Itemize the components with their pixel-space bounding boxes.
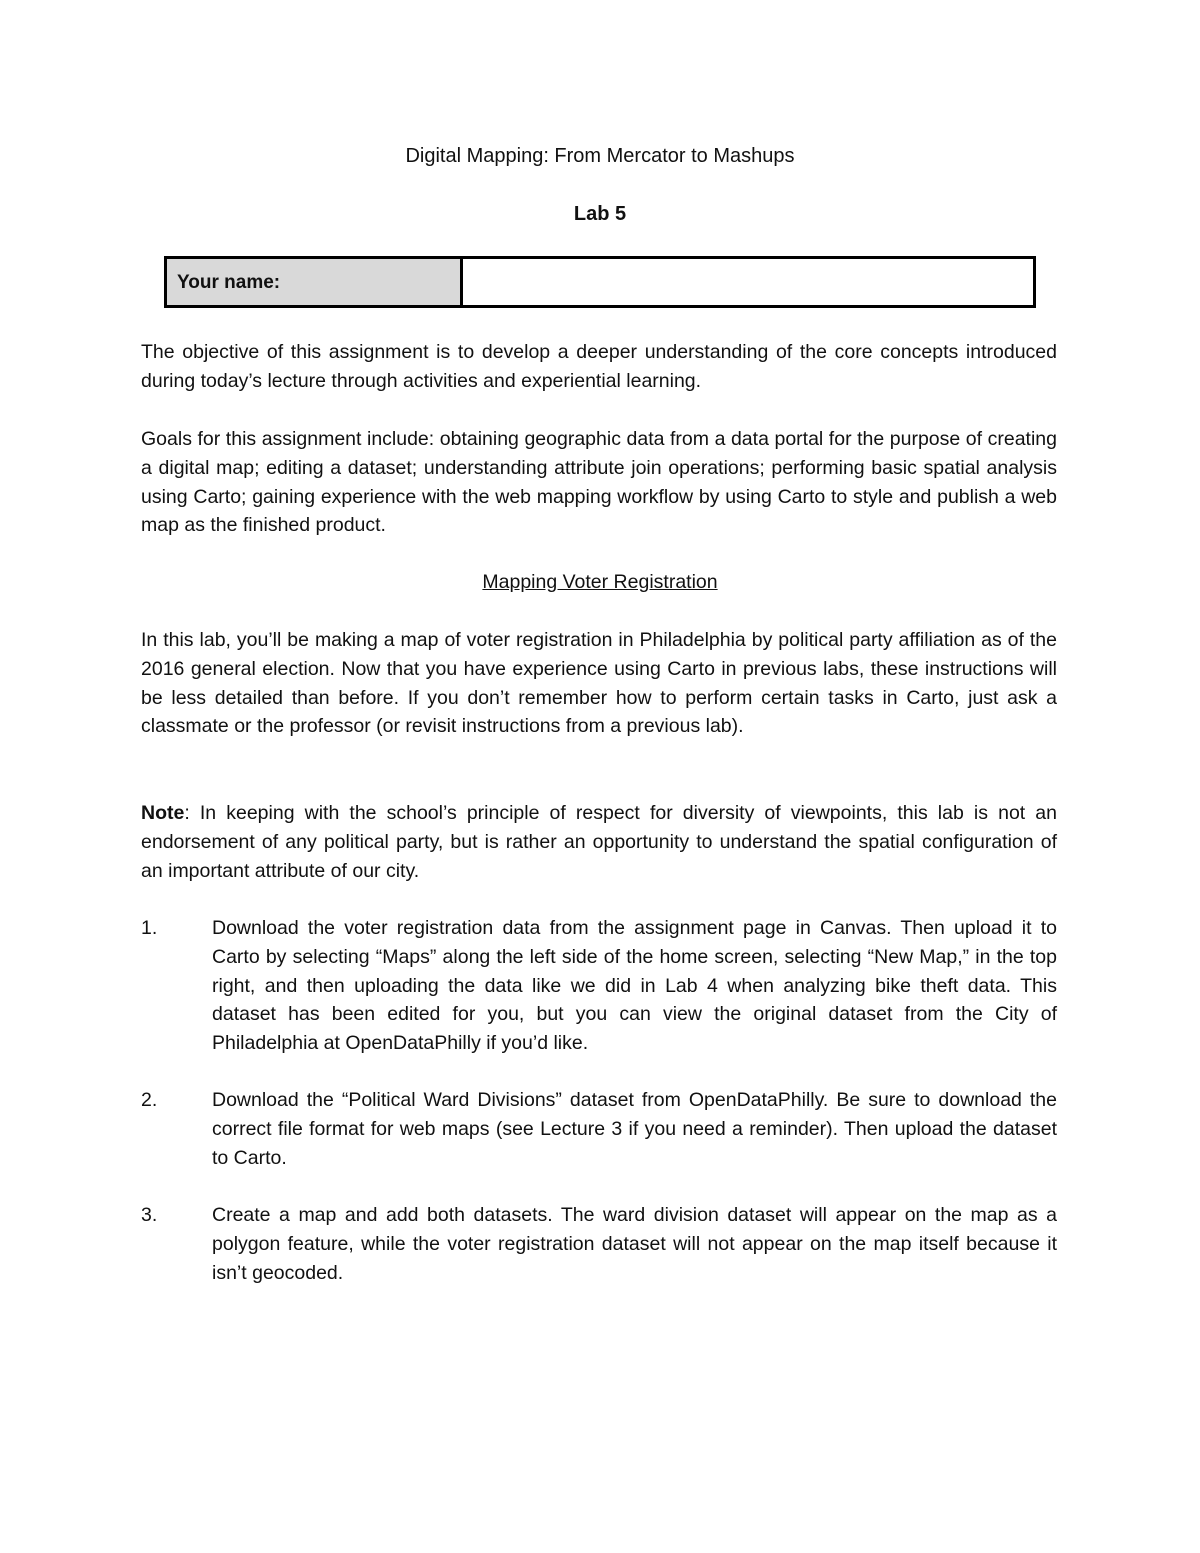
name-field[interactable]: [463, 259, 1033, 305]
step-number: 3.: [141, 1204, 158, 1226]
note-paragraph: [141, 799, 1057, 885]
objective-paragraph: The objective of this assignment is to develop a deeper understanding of the core concepts introduced during today’s lecture through activities and experiential learning.: [141, 341, 1057, 392]
name-table: [164, 256, 1036, 308]
goals-paragraph: Goals for this assignment include: obtaining geographic data from a data portal for the purpose of creating a digital map; editing a dataset; understanding attribute join operations; performing basic spatial analysis using Carto; gaining experience with the web mapping workflow by using Carto to style and publish a web map as the finished product.: [141, 428, 1057, 537]
step-item: [141, 1201, 1057, 1287]
document-title: Digital Mapping: From Mercator to Mashups: [405, 145, 795, 167]
step-number: 1.: [141, 917, 158, 939]
lab-number: Lab 5: [573, 203, 627, 225]
step-text: Download the voter registration data from the assignment page in Canvas. Then upload it to Carto by selecting “Maps” along the left side of the home screen, selecting “New Map,” in the top right, and then uploading the data like we did in Lab 4 when analyzing bike theft data. This dataset has been edited for you, but you can view the original dataset from the City of Philadelphia at OpenDataPhilly if you’d like.: [212, 917, 1057, 1055]
step-text: Create a map and add both datasets. The ward division dataset will appear on the map as a polygon feature, while the voter registration dataset will not appear on the map itself because it isn’t geocoded.: [212, 1204, 1057, 1284]
step-item: [141, 1086, 1057, 1172]
name-label: Your name:: [167, 259, 463, 305]
step-item: [141, 914, 1057, 1058]
section-heading: Mapping Voter Registration: [482, 571, 718, 593]
intro-paragraph: In this lab, you’ll be making a map of voter registration in Philadelphia by political party affiliation as of the 2016 general election. Now that you have experience using Carto in previous labs, these instructions will be less detailed than before. If you don’t remember how to perform certain tasks in Carto, just ask a classmate or the professor (or revisit instructions from a previous lab).: [141, 629, 1057, 738]
step-text: Download the “Political Ward Divisions” dataset from OpenDataPhilly. Be sure to download the correct file format for web maps (see Lecture 3 if you need a reminder). Then upload the dataset to Carto.: [212, 1089, 1057, 1169]
note-text: : In keeping with the school’s principle of respect for diversity of viewpoints, this lab is not an endorsement of any political party, but is rather an opportunity to understand the spatial configuration of an important attribute of our city.: [141, 802, 1057, 882]
note-label: Note: [141, 802, 185, 824]
step-number: 2.: [141, 1089, 158, 1111]
